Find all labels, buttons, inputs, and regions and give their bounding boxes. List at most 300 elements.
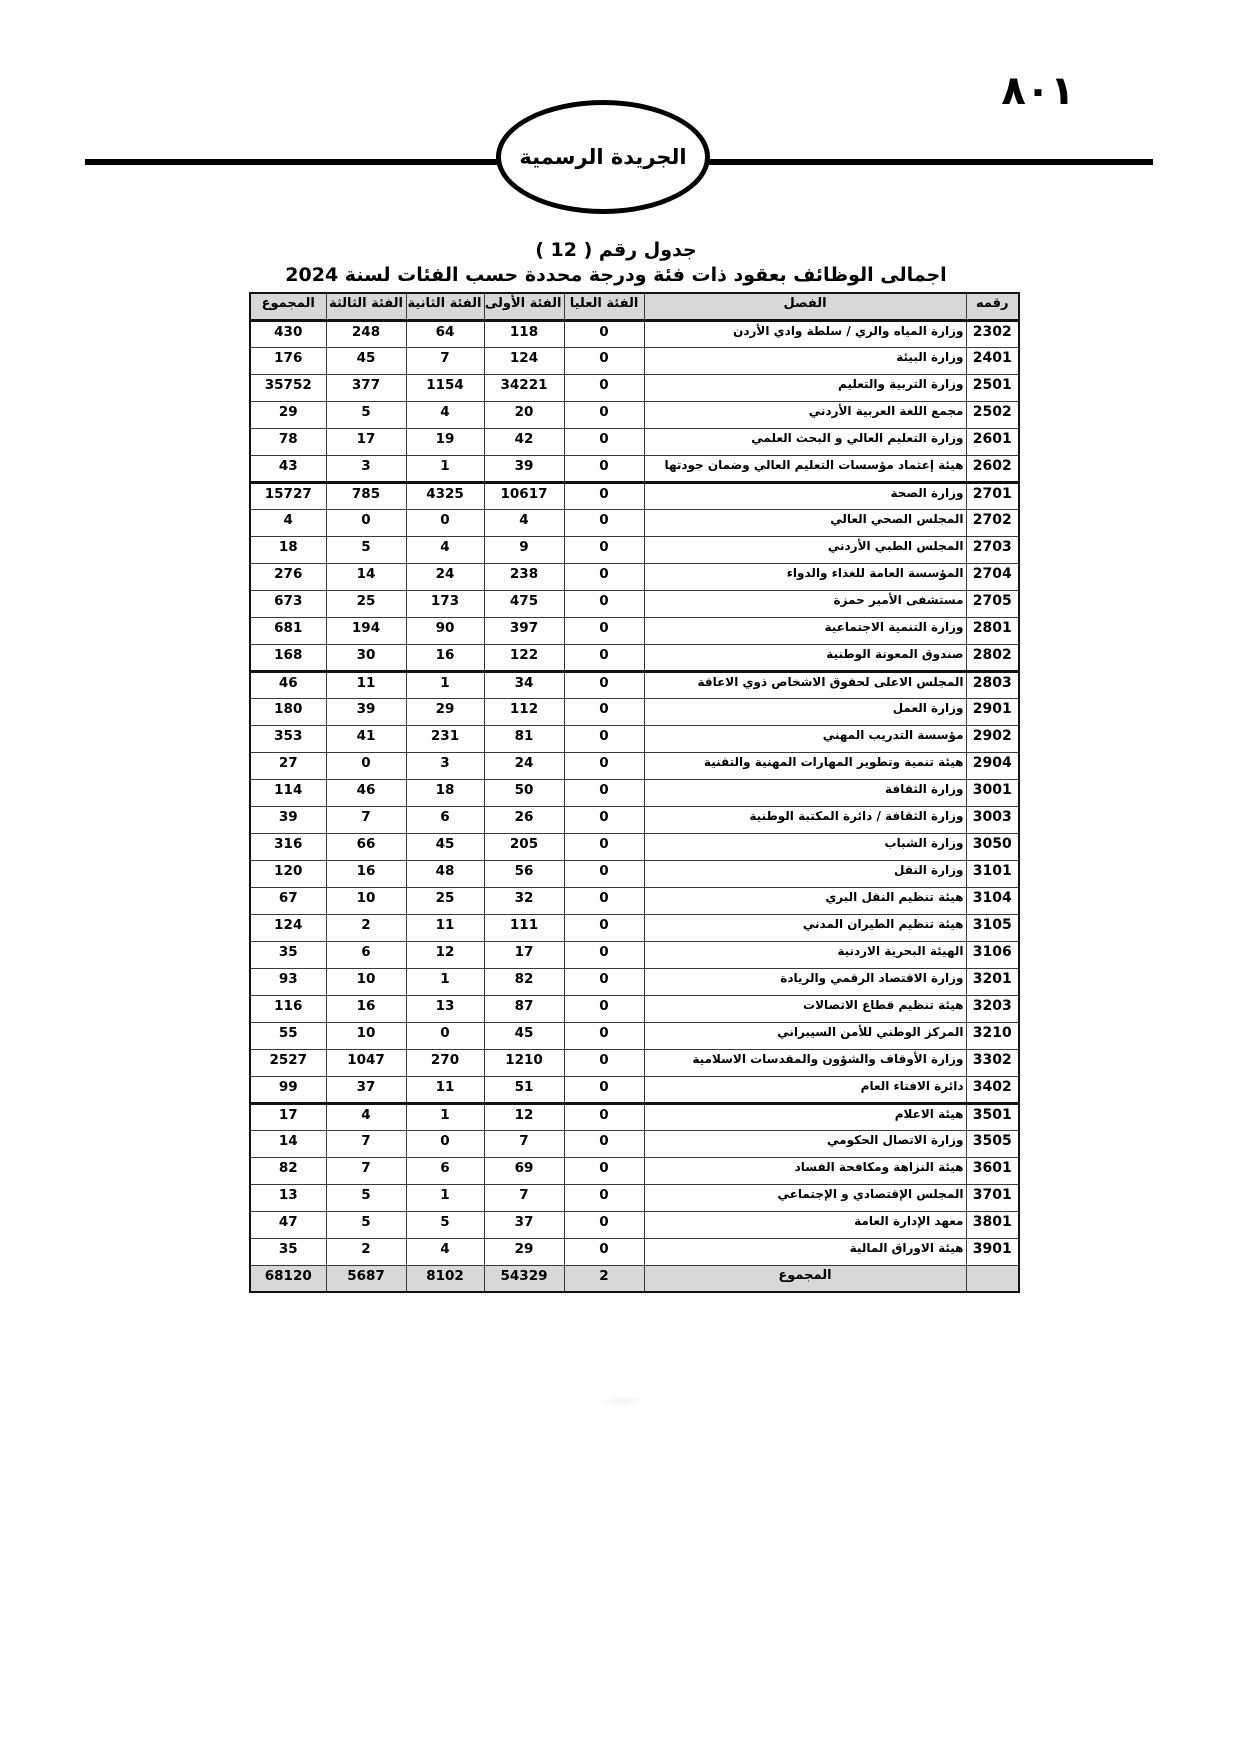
row-department: وزارة النقل xyxy=(644,860,966,887)
row-department: مؤسسة التدريب المهني xyxy=(644,725,966,752)
row-total: 4 xyxy=(250,509,326,536)
row-department: هيئة النزاهة ومكافحة الفساد xyxy=(644,1157,966,1184)
row-cat-first: 7 xyxy=(484,1130,564,1157)
table-row xyxy=(250,752,1019,779)
row-code: 2702 xyxy=(966,509,1019,536)
col-header-cat-first: الفئة الأولى xyxy=(484,293,564,320)
row-cat-second: 0 xyxy=(406,1130,484,1157)
row-total: 15727 xyxy=(250,482,326,509)
row-code: 2803 xyxy=(966,671,1019,698)
table-subtitle: اجمالى الوظائف بعقود ذات فئة ودرجة محددة حسب الفئات لسنة 2024 xyxy=(285,264,947,286)
row-code: 3101 xyxy=(966,860,1019,887)
table-row xyxy=(250,482,1019,509)
row-total: 47 xyxy=(250,1211,326,1238)
row-cat-second: 270 xyxy=(406,1049,484,1076)
table-row xyxy=(250,1130,1019,1157)
row-cat-third: 2 xyxy=(326,914,406,941)
table-row xyxy=(250,887,1019,914)
total-grand: 68120 xyxy=(250,1265,326,1292)
row-department: مجمع اللغة العربية الأردني xyxy=(644,401,966,428)
row-cat-first: 20 xyxy=(484,401,564,428)
table-row xyxy=(250,941,1019,968)
col-header-department: الفصل xyxy=(644,293,966,320)
row-cat-first: 45 xyxy=(484,1022,564,1049)
row-code: 2302 xyxy=(966,320,1019,347)
table-row xyxy=(250,563,1019,590)
row-cat-second: 0 xyxy=(406,1022,484,1049)
col-header-code: رقمه xyxy=(966,293,1019,320)
row-cat-first: 4 xyxy=(484,509,564,536)
row-cat-third: 25 xyxy=(326,590,406,617)
row-code: 3210 xyxy=(966,1022,1019,1049)
row-cat-upper: 0 xyxy=(564,563,644,590)
row-department: هيئة تنظيم الطيران المدني xyxy=(644,914,966,941)
row-cat-upper: 0 xyxy=(564,806,644,833)
row-cat-first: 7 xyxy=(484,1184,564,1211)
row-code: 3104 xyxy=(966,887,1019,914)
row-cat-upper: 0 xyxy=(564,374,644,401)
table-row xyxy=(250,995,1019,1022)
row-code: 3302 xyxy=(966,1049,1019,1076)
col-header-cat-third: الفئة الثالثة xyxy=(326,293,406,320)
table-row xyxy=(250,1157,1019,1184)
row-code: 3701 xyxy=(966,1184,1019,1211)
row-cat-upper: 0 xyxy=(564,590,644,617)
row-department: وزارة التنمية الاجتماعية xyxy=(644,617,966,644)
row-department: وزارة الثقافة / دائرة المكتبة الوطنية xyxy=(644,806,966,833)
row-code: 3105 xyxy=(966,914,1019,941)
table-row xyxy=(250,536,1019,563)
row-cat-second: 64 xyxy=(406,320,484,347)
row-cat-third: 6 xyxy=(326,941,406,968)
row-cat-first: 29 xyxy=(484,1238,564,1265)
row-department: هيئة تنظيم النقل البري xyxy=(644,887,966,914)
row-cat-second: 16 xyxy=(406,644,484,671)
row-cat-upper: 0 xyxy=(564,428,644,455)
row-department: هيئة إعتماد مؤسسات التعليم العالي وضمان جودتها xyxy=(644,455,966,482)
row-cat-first: 42 xyxy=(484,428,564,455)
row-cat-upper: 0 xyxy=(564,509,644,536)
row-cat-first: 87 xyxy=(484,995,564,1022)
table-row xyxy=(250,806,1019,833)
row-cat-upper: 0 xyxy=(564,914,644,941)
table-row xyxy=(250,968,1019,995)
row-cat-first: 56 xyxy=(484,860,564,887)
table-row xyxy=(250,1022,1019,1049)
total-label: المجموع xyxy=(644,1265,966,1292)
row-total: 673 xyxy=(250,590,326,617)
row-cat-second: 11 xyxy=(406,914,484,941)
row-department: المجلس الطبي الأردني xyxy=(644,536,966,563)
row-cat-upper: 0 xyxy=(564,617,644,644)
row-department: وزارة الصحة xyxy=(644,482,966,509)
row-cat-second: 1 xyxy=(406,1184,484,1211)
row-cat-first: 34221 xyxy=(484,374,564,401)
row-code: 3106 xyxy=(966,941,1019,968)
row-cat-upper: 0 xyxy=(564,482,644,509)
row-cat-upper: 0 xyxy=(564,1184,644,1211)
row-code: 2703 xyxy=(966,536,1019,563)
table-row xyxy=(250,1211,1019,1238)
row-department: معهد الإدارة العامة xyxy=(644,1211,966,1238)
row-cat-second: 3 xyxy=(406,752,484,779)
row-cat-third: 30 xyxy=(326,644,406,671)
row-cat-upper: 0 xyxy=(564,1157,644,1184)
table-row xyxy=(250,1184,1019,1211)
row-cat-upper: 0 xyxy=(564,725,644,752)
col-header-total: المجموع xyxy=(250,293,326,320)
row-cat-first: 12 xyxy=(484,1103,564,1130)
row-cat-upper: 0 xyxy=(564,347,644,374)
row-cat-first: 82 xyxy=(484,968,564,995)
row-total: 35 xyxy=(250,1238,326,1265)
row-cat-third: 7 xyxy=(326,1157,406,1184)
row-cat-upper: 0 xyxy=(564,320,644,347)
row-total: 180 xyxy=(250,698,326,725)
row-total: 168 xyxy=(250,644,326,671)
row-department: وزارة التعليم العالي و البحث العلمي xyxy=(644,428,966,455)
row-cat-first: 37 xyxy=(484,1211,564,1238)
row-cat-first: 124 xyxy=(484,347,564,374)
row-cat-second: 4 xyxy=(406,401,484,428)
col-header-cat-second: الفئة الثانية xyxy=(406,293,484,320)
row-cat-second: 4 xyxy=(406,536,484,563)
row-cat-second: 1 xyxy=(406,1103,484,1130)
row-cat-third: 785 xyxy=(326,482,406,509)
table-row xyxy=(250,644,1019,671)
row-code: 2701 xyxy=(966,482,1019,509)
row-cat-upper: 0 xyxy=(564,941,644,968)
table-row xyxy=(250,671,1019,698)
row-cat-first: 26 xyxy=(484,806,564,833)
row-department: هيئة الاعلام xyxy=(644,1103,966,1130)
row-cat-third: 11 xyxy=(326,671,406,698)
table-row xyxy=(250,914,1019,941)
row-total: 13 xyxy=(250,1184,326,1211)
row-cat-first: 39 xyxy=(484,455,564,482)
table-row xyxy=(250,1238,1019,1265)
row-cat-second: 1 xyxy=(406,968,484,995)
table-body xyxy=(250,320,1019,1265)
row-department: دائرة الافتاء العام xyxy=(644,1076,966,1103)
row-code: 2802 xyxy=(966,644,1019,671)
row-cat-first: 122 xyxy=(484,644,564,671)
row-cat-upper: 0 xyxy=(564,1238,644,1265)
row-department: المجلس الاعلى لحقوق الاشخاص ذوي الاعاقة xyxy=(644,671,966,698)
row-cat-upper: 0 xyxy=(564,1211,644,1238)
row-total: 176 xyxy=(250,347,326,374)
row-code: 3801 xyxy=(966,1211,1019,1238)
row-cat-third: 10 xyxy=(326,887,406,914)
row-cat-first: 50 xyxy=(484,779,564,806)
row-code: 2502 xyxy=(966,401,1019,428)
row-code: 3001 xyxy=(966,779,1019,806)
row-code: 3003 xyxy=(966,806,1019,833)
row-cat-third: 37 xyxy=(326,1076,406,1103)
row-cat-third: 5 xyxy=(326,401,406,428)
title-block xyxy=(0,238,1232,288)
row-total: 276 xyxy=(250,563,326,590)
row-cat-third: 46 xyxy=(326,779,406,806)
row-code: 2901 xyxy=(966,698,1019,725)
row-cat-upper: 0 xyxy=(564,833,644,860)
row-cat-upper: 0 xyxy=(564,1022,644,1049)
row-cat-first: 397 xyxy=(484,617,564,644)
gazette-seal-ellipse xyxy=(496,100,710,214)
row-total: 353 xyxy=(250,725,326,752)
row-total: 120 xyxy=(250,860,326,887)
row-department: وزارة الثقافة xyxy=(644,779,966,806)
row-cat-first: 9 xyxy=(484,536,564,563)
row-department: هيئة الاوراق المالية xyxy=(644,1238,966,1265)
row-cat-upper: 0 xyxy=(564,887,644,914)
row-code: 3601 xyxy=(966,1157,1019,1184)
row-cat-upper: 0 xyxy=(564,455,644,482)
row-cat-third: 5 xyxy=(326,1211,406,1238)
row-cat-third: 41 xyxy=(326,725,406,752)
row-cat-second: 45 xyxy=(406,833,484,860)
row-department: وزارة الشباب xyxy=(644,833,966,860)
row-cat-first: 111 xyxy=(484,914,564,941)
row-cat-first: 17 xyxy=(484,941,564,968)
row-cat-first: 118 xyxy=(484,320,564,347)
row-cat-upper: 0 xyxy=(564,536,644,563)
table-row xyxy=(250,1103,1019,1130)
total-cat-upper: 2 xyxy=(564,1265,644,1292)
row-cat-first: 205 xyxy=(484,833,564,860)
row-department: وزارة الاقتصاد الرقمي والريادة xyxy=(644,968,966,995)
row-cat-third: 14 xyxy=(326,563,406,590)
row-total: 67 xyxy=(250,887,326,914)
row-department: المركز الوطني للأمن السيبراني xyxy=(644,1022,966,1049)
row-cat-second: 4325 xyxy=(406,482,484,509)
table-row xyxy=(250,617,1019,644)
row-cat-third: 45 xyxy=(326,347,406,374)
row-cat-second: 11 xyxy=(406,1076,484,1103)
row-code: 3050 xyxy=(966,833,1019,860)
row-cat-second: 19 xyxy=(406,428,484,455)
row-cat-second: 6 xyxy=(406,1157,484,1184)
row-total: 78 xyxy=(250,428,326,455)
row-cat-second: 13 xyxy=(406,995,484,1022)
row-cat-upper: 0 xyxy=(564,860,644,887)
row-cat-third: 10 xyxy=(326,968,406,995)
table-row xyxy=(250,725,1019,752)
row-total: 29 xyxy=(250,401,326,428)
row-department: وزارة التربية والتعليم xyxy=(644,374,966,401)
row-cat-first: 69 xyxy=(484,1157,564,1184)
row-total: 2527 xyxy=(250,1049,326,1076)
row-department: وزارة الاتصال الحكومي xyxy=(644,1130,966,1157)
table-header-row xyxy=(250,293,1019,320)
row-code: 3505 xyxy=(966,1130,1019,1157)
row-cat-upper: 0 xyxy=(564,1049,644,1076)
row-cat-second: 1 xyxy=(406,455,484,482)
row-code: 2801 xyxy=(966,617,1019,644)
row-cat-first: 238 xyxy=(484,563,564,590)
row-department: المجلس الصحي العالي xyxy=(644,509,966,536)
row-cat-first: 24 xyxy=(484,752,564,779)
jobs-by-category-table xyxy=(249,292,1020,1293)
row-total: 46 xyxy=(250,671,326,698)
row-cat-third: 39 xyxy=(326,698,406,725)
table-row xyxy=(250,1049,1019,1076)
row-cat-upper: 0 xyxy=(564,698,644,725)
table-row xyxy=(250,347,1019,374)
row-cat-second: 24 xyxy=(406,563,484,590)
row-cat-second: 5 xyxy=(406,1211,484,1238)
total-cat-second: 8102 xyxy=(406,1265,484,1292)
row-total: 114 xyxy=(250,779,326,806)
scan-artifact xyxy=(600,1396,644,1406)
row-cat-third: 2 xyxy=(326,1238,406,1265)
row-cat-upper: 0 xyxy=(564,671,644,698)
col-header-cat-upper: الفئة العليا xyxy=(564,293,644,320)
table-total-row xyxy=(250,1265,1019,1292)
row-cat-third: 194 xyxy=(326,617,406,644)
row-cat-second: 7 xyxy=(406,347,484,374)
table-row xyxy=(250,860,1019,887)
row-cat-first: 34 xyxy=(484,671,564,698)
row-total: 14 xyxy=(250,1130,326,1157)
row-cat-third: 1047 xyxy=(326,1049,406,1076)
row-cat-third: 5 xyxy=(326,536,406,563)
row-cat-third: 0 xyxy=(326,752,406,779)
table-row xyxy=(250,320,1019,347)
row-total: 39 xyxy=(250,806,326,833)
row-cat-first: 475 xyxy=(484,590,564,617)
row-total: 82 xyxy=(250,1157,326,1184)
row-cat-upper: 0 xyxy=(564,644,644,671)
row-cat-second: 0 xyxy=(406,509,484,536)
row-department: وزارة المياه والري / سلطة وادي الأردن xyxy=(644,320,966,347)
row-code: 2902 xyxy=(966,725,1019,752)
row-cat-third: 16 xyxy=(326,995,406,1022)
total-cat-third: 5687 xyxy=(326,1265,406,1292)
row-total: 18 xyxy=(250,536,326,563)
row-cat-upper: 0 xyxy=(564,1076,644,1103)
row-cat-upper: 0 xyxy=(564,1103,644,1130)
row-cat-second: 6 xyxy=(406,806,484,833)
table-row xyxy=(250,401,1019,428)
table-row xyxy=(250,1076,1019,1103)
row-cat-second: 1 xyxy=(406,671,484,698)
row-code: 2601 xyxy=(966,428,1019,455)
row-cat-second: 90 xyxy=(406,617,484,644)
row-department: الهيئة البحرية الاردنية xyxy=(644,941,966,968)
row-total: 93 xyxy=(250,968,326,995)
row-cat-upper: 0 xyxy=(564,968,644,995)
table-row xyxy=(250,374,1019,401)
gazette-name: الجريدة الرسمية xyxy=(519,145,687,169)
table-row xyxy=(250,833,1019,860)
row-department: مستشفى الأمير حمزة xyxy=(644,590,966,617)
row-cat-first: 51 xyxy=(484,1076,564,1103)
row-code: 3201 xyxy=(966,968,1019,995)
row-cat-third: 10 xyxy=(326,1022,406,1049)
row-cat-second: 48 xyxy=(406,860,484,887)
row-total: 116 xyxy=(250,995,326,1022)
row-department: وزارة العمل xyxy=(644,698,966,725)
row-cat-third: 248 xyxy=(326,320,406,347)
table-row xyxy=(250,590,1019,617)
row-code: 3501 xyxy=(966,1103,1019,1130)
row-total: 43 xyxy=(250,455,326,482)
row-cat-upper: 0 xyxy=(564,995,644,1022)
row-cat-second: 25 xyxy=(406,887,484,914)
total-cat-first: 54329 xyxy=(484,1265,564,1292)
row-total: 35752 xyxy=(250,374,326,401)
row-total: 27 xyxy=(250,752,326,779)
row-total: 17 xyxy=(250,1103,326,1130)
row-cat-first: 81 xyxy=(484,725,564,752)
row-total: 124 xyxy=(250,914,326,941)
row-cat-third: 17 xyxy=(326,428,406,455)
row-code: 2904 xyxy=(966,752,1019,779)
table-row xyxy=(250,779,1019,806)
row-code: 3203 xyxy=(966,995,1019,1022)
row-cat-third: 377 xyxy=(326,374,406,401)
row-cat-first: 32 xyxy=(484,887,564,914)
table-row xyxy=(250,509,1019,536)
table-row xyxy=(250,428,1019,455)
row-code: 2401 xyxy=(966,347,1019,374)
row-department: المجلس الإقتصادي و الإجتماعي xyxy=(644,1184,966,1211)
row-department: المؤسسة العامة للغذاء والدواء xyxy=(644,563,966,590)
table-title: جدول رقم ( 12 ) xyxy=(535,239,697,261)
row-cat-first: 112 xyxy=(484,698,564,725)
page-number: ٨٠١ xyxy=(1001,68,1075,114)
row-total: 55 xyxy=(250,1022,326,1049)
row-department: صندوق المعونة الوطنية xyxy=(644,644,966,671)
row-cat-first: 10617 xyxy=(484,482,564,509)
row-total: 681 xyxy=(250,617,326,644)
row-cat-third: 66 xyxy=(326,833,406,860)
row-cat-upper: 0 xyxy=(564,752,644,779)
row-department: هيئة تنظيم قطاع الاتصالات xyxy=(644,995,966,1022)
row-code: 2501 xyxy=(966,374,1019,401)
row-total: 430 xyxy=(250,320,326,347)
row-cat-third: 5 xyxy=(326,1184,406,1211)
row-code: 2602 xyxy=(966,455,1019,482)
row-total: 99 xyxy=(250,1076,326,1103)
row-code: 2705 xyxy=(966,590,1019,617)
row-code: 2704 xyxy=(966,563,1019,590)
row-total: 316 xyxy=(250,833,326,860)
row-department: وزارة البيئة xyxy=(644,347,966,374)
row-cat-second: 4 xyxy=(406,1238,484,1265)
row-cat-second: 12 xyxy=(406,941,484,968)
row-cat-second: 1154 xyxy=(406,374,484,401)
row-cat-first: 1210 xyxy=(484,1049,564,1076)
total-code-empty xyxy=(966,1265,1019,1292)
row-cat-upper: 0 xyxy=(564,1130,644,1157)
row-department: هيئة تنمية وتطوير المهارات المهنية والتقنية xyxy=(644,752,966,779)
row-cat-third: 3 xyxy=(326,455,406,482)
row-cat-upper: 0 xyxy=(564,779,644,806)
row-cat-third: 16 xyxy=(326,860,406,887)
row-total: 35 xyxy=(250,941,326,968)
row-cat-upper: 0 xyxy=(564,401,644,428)
row-cat-second: 173 xyxy=(406,590,484,617)
row-cat-third: 7 xyxy=(326,806,406,833)
table-row xyxy=(250,698,1019,725)
row-cat-third: 0 xyxy=(326,509,406,536)
row-cat-second: 18 xyxy=(406,779,484,806)
row-cat-second: 231 xyxy=(406,725,484,752)
row-code: 3402 xyxy=(966,1076,1019,1103)
row-cat-third: 4 xyxy=(326,1103,406,1130)
